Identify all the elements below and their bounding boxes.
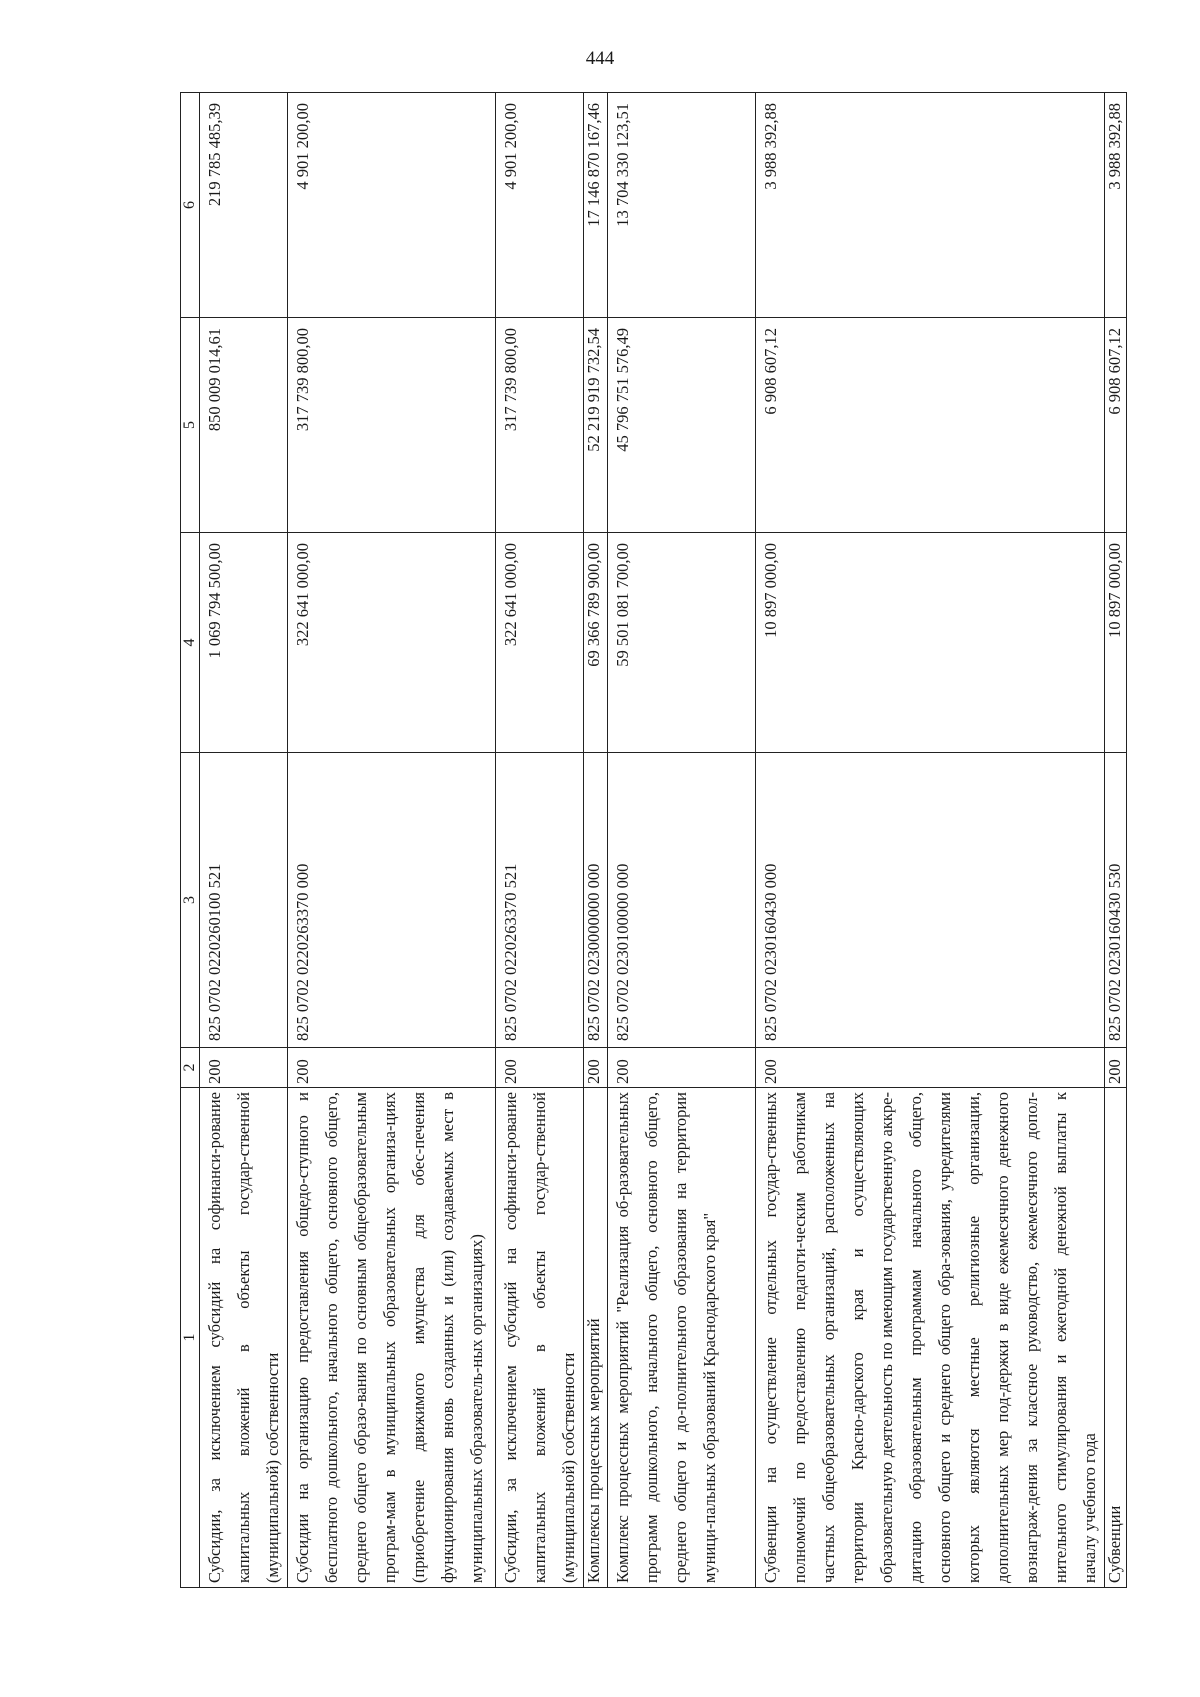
row-value-4: 1 069 794 500,00 [200, 533, 288, 753]
row-value-6: 4 901 200,00 [496, 93, 584, 318]
row-value-6: 17 146 870 167,46 [584, 93, 608, 318]
row-name: Субсидии на организацию предоставления общедо-ступного и бесплатного дошкольного, начального общего, основного общего, среднего общего образо-вания по основным общеобразовательным програм-мам в муниципальных образовательных организа-циях (приобретение движимого имущества для обес-печения функционирования вновь созданных и (или) создаваемых мест в муниципальных образователь-ных организациях) [288, 1088, 496, 1588]
row-value-5: 317 739 800,00 [496, 318, 584, 533]
row-admin: 200 [756, 1048, 1105, 1088]
row-value-4: 10 897 000,00 [1105, 533, 1127, 753]
table-row [756, 93, 1105, 1588]
row-value-6: 3 988 392,88 [756, 93, 1105, 318]
table-row [200, 93, 288, 1588]
rotated-table-content [180, 93, 1124, 1588]
row-value-5: 6 908 607,12 [1105, 318, 1127, 533]
row-value-4: 322 641 000,00 [288, 533, 496, 753]
row-code: 825 0702 0220260100 521 [200, 753, 288, 1048]
row-value-6: 219 785 485,39 [200, 93, 288, 318]
row-name: Комплекс процессных мероприятий "Реализация об-разовательных программ дошкольного, начального общего, основного общего, среднего общего и до-полнительного образования на территории муници-пальных образований Краснодарского края" [608, 1088, 756, 1588]
row-code: 825 0702 0220263370 521 [496, 753, 584, 1048]
row-code: 825 0702 0230160430 530 [1105, 753, 1127, 1048]
row-value-6: 3 988 392,88 [1105, 93, 1127, 318]
row-name: Субвенции [1105, 1088, 1127, 1588]
table-row [1105, 93, 1127, 1588]
row-code: 825 0702 0230160430 000 [756, 753, 1105, 1048]
row-name: Субсидии, за исключением субсидий на софинанси-рование капитальных вложений в объекты государ-ственной (муниципальной) собственности [200, 1088, 288, 1588]
row-admin: 200 [584, 1048, 608, 1088]
row-value-4: 69 366 789 900,00 [584, 533, 608, 753]
col-header-6: 6 [181, 93, 200, 318]
row-value-5: 850 009 014,61 [200, 318, 288, 533]
row-name: Субвенции на осуществление отдельных государ-ственных полномочий по предоставлению педагоги-ческим работникам частных общеобразовательных организаций, расположенных на территории Красно-дарского края и осуществляющих образовательную деятельность по имеющим государственную аккре-дитацию образовательным программам начального общего, основного общего и среднего общего обра-зования, учредителями которых являются местные религиозные организации, дополнительных мер под-держки в виде ежемесячного денежного вознаграж-дения за классное руководство, ежемесячного допол-нительного стимулирования и ежегодной денежной выплаты к началу учебного года [756, 1088, 1105, 1588]
row-value-5: 45 796 751 576,49 [608, 318, 756, 533]
table-row [496, 93, 584, 1588]
col-header-5: 5 [181, 318, 200, 533]
table-row [288, 93, 496, 1588]
col-header-1: 1 [181, 1088, 200, 1588]
row-value-6: 13 704 330 123,51 [608, 93, 756, 318]
header-row [181, 93, 200, 1588]
row-value-5: 52 219 919 732,54 [584, 318, 608, 533]
row-value-4: 10 897 000,00 [756, 533, 1105, 753]
col-header-3: 3 [181, 753, 200, 1048]
row-admin: 200 [200, 1048, 288, 1088]
row-admin: 200 [608, 1048, 756, 1088]
row-value-4: 59 501 081 700,00 [608, 533, 756, 753]
row-value-6: 4 901 200,00 [288, 93, 496, 318]
table-row [584, 93, 608, 1588]
rotated-table-frame [180, 93, 1124, 1588]
row-admin: 200 [288, 1048, 496, 1088]
row-code: 825 0702 0220263370 000 [288, 753, 496, 1048]
table-row [608, 93, 756, 1588]
row-code: 825 0702 0230000000 000 [584, 753, 608, 1048]
col-header-2: 2 [181, 1048, 200, 1088]
row-admin: 200 [496, 1048, 584, 1088]
col-header-4: 4 [181, 533, 200, 753]
page-number: 444 [585, 48, 615, 69]
budget-table [180, 92, 1127, 1588]
row-value-5: 317 739 800,00 [288, 318, 496, 533]
row-value-5: 6 908 607,12 [756, 318, 1105, 533]
row-value-4: 322 641 000,00 [496, 533, 584, 753]
row-code: 825 0702 0230100000 000 [608, 753, 756, 1048]
row-name: Комплексы процессных мероприятий [584, 1088, 608, 1588]
row-admin: 200 [1105, 1048, 1127, 1088]
row-name: Субсидии, за исключением субсидий на софинанси-рование капитальных вложений в объекты государ-ственной (муниципальной) собственности [496, 1088, 584, 1588]
